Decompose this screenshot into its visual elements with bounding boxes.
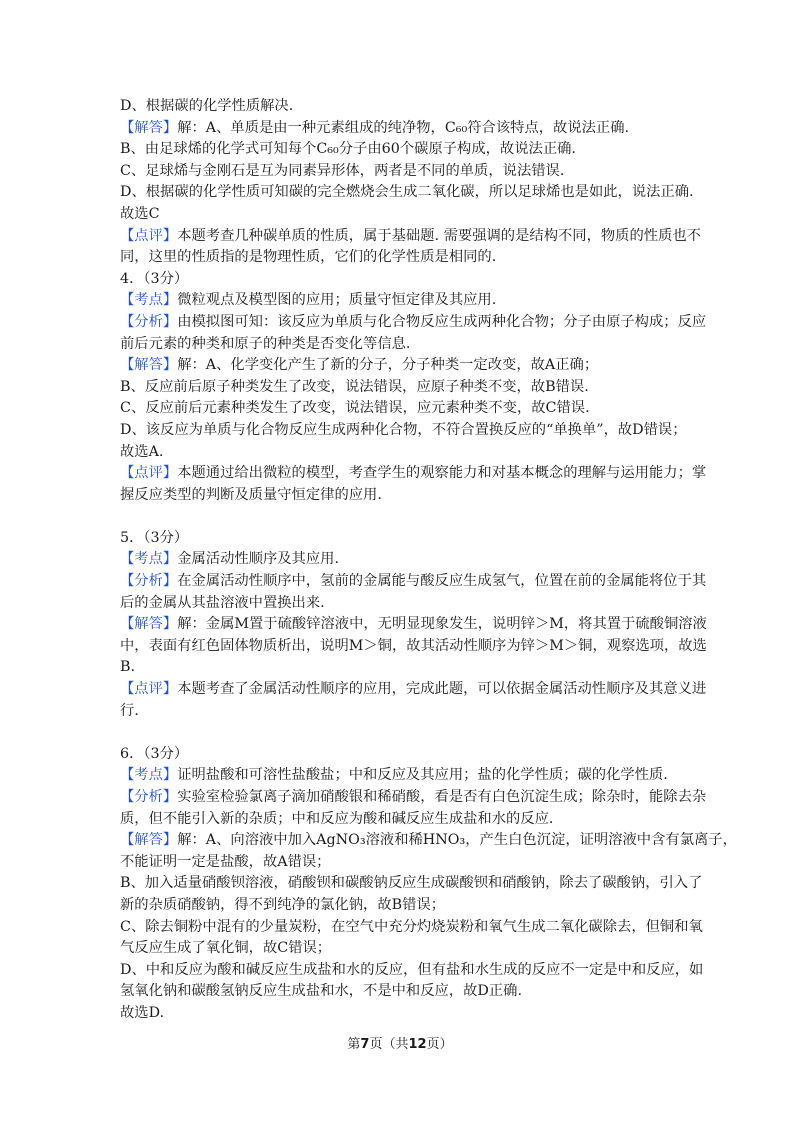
q5-header: 5．（3分） bbox=[120, 529, 189, 546]
q6-answer-b: B、加入适量硝酸钡溶液，硝酸钡和碳酸钠反应生成碳酸钡和硝酸钠，除去了碳酸钠，引入了 bbox=[120, 875, 703, 892]
q5-analysis-line bbox=[120, 571, 707, 593]
comment-text: 本题通过给出微粒的模型，考查学生的观察能力和对基本概念的理解与运用能力；掌 bbox=[177, 465, 707, 482]
point-text: 金属活动性顺序及其应用. bbox=[177, 551, 339, 568]
q6-point-line bbox=[120, 765, 686, 787]
q5-analysis-cont: 后的金属从其盐溶液中置换出来. bbox=[120, 594, 325, 611]
q4-comment-line bbox=[120, 463, 707, 485]
answer-tag: 【解答】 bbox=[120, 119, 178, 136]
comment-tag: 【点评】 bbox=[120, 227, 178, 244]
answer-tag: 【解答】 bbox=[120, 616, 178, 633]
q4-answer-line bbox=[120, 355, 686, 377]
analysis-tag: 【分析】 bbox=[120, 789, 178, 805]
q4-analysis-line bbox=[120, 312, 707, 334]
footer-prefix: 第 bbox=[347, 1037, 361, 1052]
analysis-text: 由模拟图可知：该反应为单质与化合物反应生成两种化合物；分子由原子构成；反应 bbox=[177, 313, 707, 330]
comment-text: 本题考查了金属活动性顺序的应用，完成此题，可以依据金属活动性顺序及其意义进 bbox=[177, 681, 707, 698]
q5-comment-cont: 行. bbox=[120, 702, 139, 719]
q3-choice: 故选C bbox=[120, 205, 160, 222]
answer-text: 解：A、单质是由一种元素组成的纯净物，C₆₀符合该特点，故说法正确. bbox=[177, 119, 630, 136]
q3-option-d-hint: D、根据碳的化学性质解决. bbox=[120, 98, 294, 114]
q3-answer-c: C、足球烯与金刚石是互为同素异形体，两者是不同的单质，说法错误. bbox=[120, 162, 565, 179]
q5-point-line bbox=[120, 549, 686, 571]
answer-tag: 【解答】 bbox=[120, 357, 178, 374]
q6-answer-d-cont: 氢氧化钠和碳酸氢钠反应生成盐和水，不是中和反应，故D正确. bbox=[120, 983, 523, 1000]
q4-choice: 故选A. bbox=[120, 443, 164, 460]
q4-header: 4．（3分） bbox=[120, 270, 189, 287]
q6-analysis-cont: 质，但不能引入新的杂质；中和反应为酸和碱反应生成盐和水的反应. bbox=[120, 810, 554, 827]
document-page bbox=[120, 96, 737, 1025]
answer-tag: 【解答】 bbox=[120, 832, 178, 849]
footer-suffix: 页） bbox=[426, 1037, 453, 1052]
total-pages: 12 bbox=[408, 1037, 427, 1052]
q6-header: 6．（3分） bbox=[120, 745, 189, 762]
answer-text: 解：A、化学变化产生了新的分子，分子种类一定改变，故A正确； bbox=[177, 357, 599, 374]
q5-comment-line bbox=[120, 679, 707, 701]
q4-answer-c: C、反应前后元素种类发生了改变，说法错误，应元素种类不变，故C错误. bbox=[120, 400, 590, 417]
analysis-tag: 【分析】 bbox=[120, 573, 178, 590]
q4-answer-b: B、反应前后原子种类发生了改变，说法错误，应原子种类不变，故B错误. bbox=[120, 378, 589, 395]
q6-answer-c: C、除去铜粉中混有的少量炭粉，在空气中充分灼烧炭粉和氧气生成二氧化碳除去，但铜和氧 bbox=[120, 918, 703, 935]
q3-answer-d: D、根据碳的化学性质可知碳的完全燃烧会生成二氧化碳，所以足球烯也是如此，说法正确. bbox=[120, 184, 694, 201]
q5-answer-cont-2: B. bbox=[120, 659, 136, 676]
q5-answer-cont: 中，表面有红色固体物质析出，说明M＞铜，故其活动性顺序为锌＞M＞铜，观察选项，故选 bbox=[120, 637, 707, 654]
point-tag: 【考点】 bbox=[120, 551, 178, 568]
page-footer bbox=[0, 1033, 800, 1052]
q4-answer-d: D、该反应为单质与化合物反应生成两种化合物，不符合置换反应的“单换单”，故D错误； bbox=[120, 421, 687, 438]
q6-answer-c-cont: 气反应生成了氧化铜，故C错误； bbox=[120, 940, 332, 957]
analysis-tag: 【分析】 bbox=[120, 313, 178, 330]
comment-tag: 【点评】 bbox=[120, 681, 178, 698]
q4-point-line bbox=[120, 290, 686, 312]
q3-answer-line bbox=[120, 118, 686, 140]
point-tag: 【考点】 bbox=[120, 767, 178, 784]
q6-answer-d: D、中和反应为酸和碱反应生成盐和水的反应，但有盐和水生成的反应不一定是中和反应，如 bbox=[120, 961, 704, 978]
comment-text: 本题考查几种碳单质的性质，属于基础题. 需要强调的是结构不同，物质的性质也不 bbox=[177, 227, 701, 244]
point-tag: 【考点】 bbox=[120, 292, 178, 309]
q6-answer-line bbox=[120, 830, 737, 852]
q3-comment-line bbox=[120, 226, 701, 248]
page-number: 7 bbox=[360, 1037, 370, 1052]
q5-answer-line bbox=[120, 614, 707, 636]
spacer bbox=[120, 506, 686, 528]
analysis-text: 在金属活动性顺序中，氢前的金属能与酸反应生成氢气，位置在前的金属能将位于其 bbox=[177, 573, 707, 590]
answer-text: 解：金属M置于硫酸锌溶液中，无明显现象发生，说明锌＞M，将其置于硫酸铜溶液 bbox=[177, 616, 707, 633]
analysis-text: 实验室检验氯离子滴加硝酸银和稀硝酸，看是否有白色沉淀生成；除杂时，能除去杂 bbox=[177, 789, 707, 805]
spacer bbox=[120, 722, 686, 744]
q3-answer-b: B、由足球烯的化学式可知每个C₆₀分子由60个碳原子构成，故说法正确. bbox=[120, 141, 576, 158]
q6-analysis-line bbox=[120, 787, 707, 809]
comment-tag: 【点评】 bbox=[120, 465, 178, 482]
point-text: 证明盐酸和可溶性盐酸盐；中和反应及其应用；盐的化学性质；碳的化学性质. bbox=[177, 767, 668, 784]
q6-choice: 故选D. bbox=[120, 1004, 165, 1021]
footer-mid: 页（共 bbox=[369, 1037, 409, 1052]
q6-answer-b-cont: 新的杂质硝酸钠，得不到纯净的氯化钠，故B错误； bbox=[120, 896, 446, 913]
answer-text: 解：A、向溶液中加入AgNO₃溶液和稀HNO₃，产生白色沉淀，证明溶液中含有氯离子， bbox=[177, 832, 737, 849]
point-text: 微粒观点及模型图的应用；质量守恒定律及其应用. bbox=[177, 292, 497, 309]
q3-comment-cont: 同，这里的性质指的是物理性质，它们的化学性质是相同的. bbox=[120, 249, 497, 266]
q6-answer-a-cont: 不能证明一定是盐酸，故A错误； bbox=[120, 853, 331, 870]
q4-comment-cont: 握反应类型的判断及质量守恒定律的应用. bbox=[120, 486, 382, 503]
q4-analysis-cont: 前后元素的种类和原子的种类是否变化等信息. bbox=[120, 335, 411, 352]
